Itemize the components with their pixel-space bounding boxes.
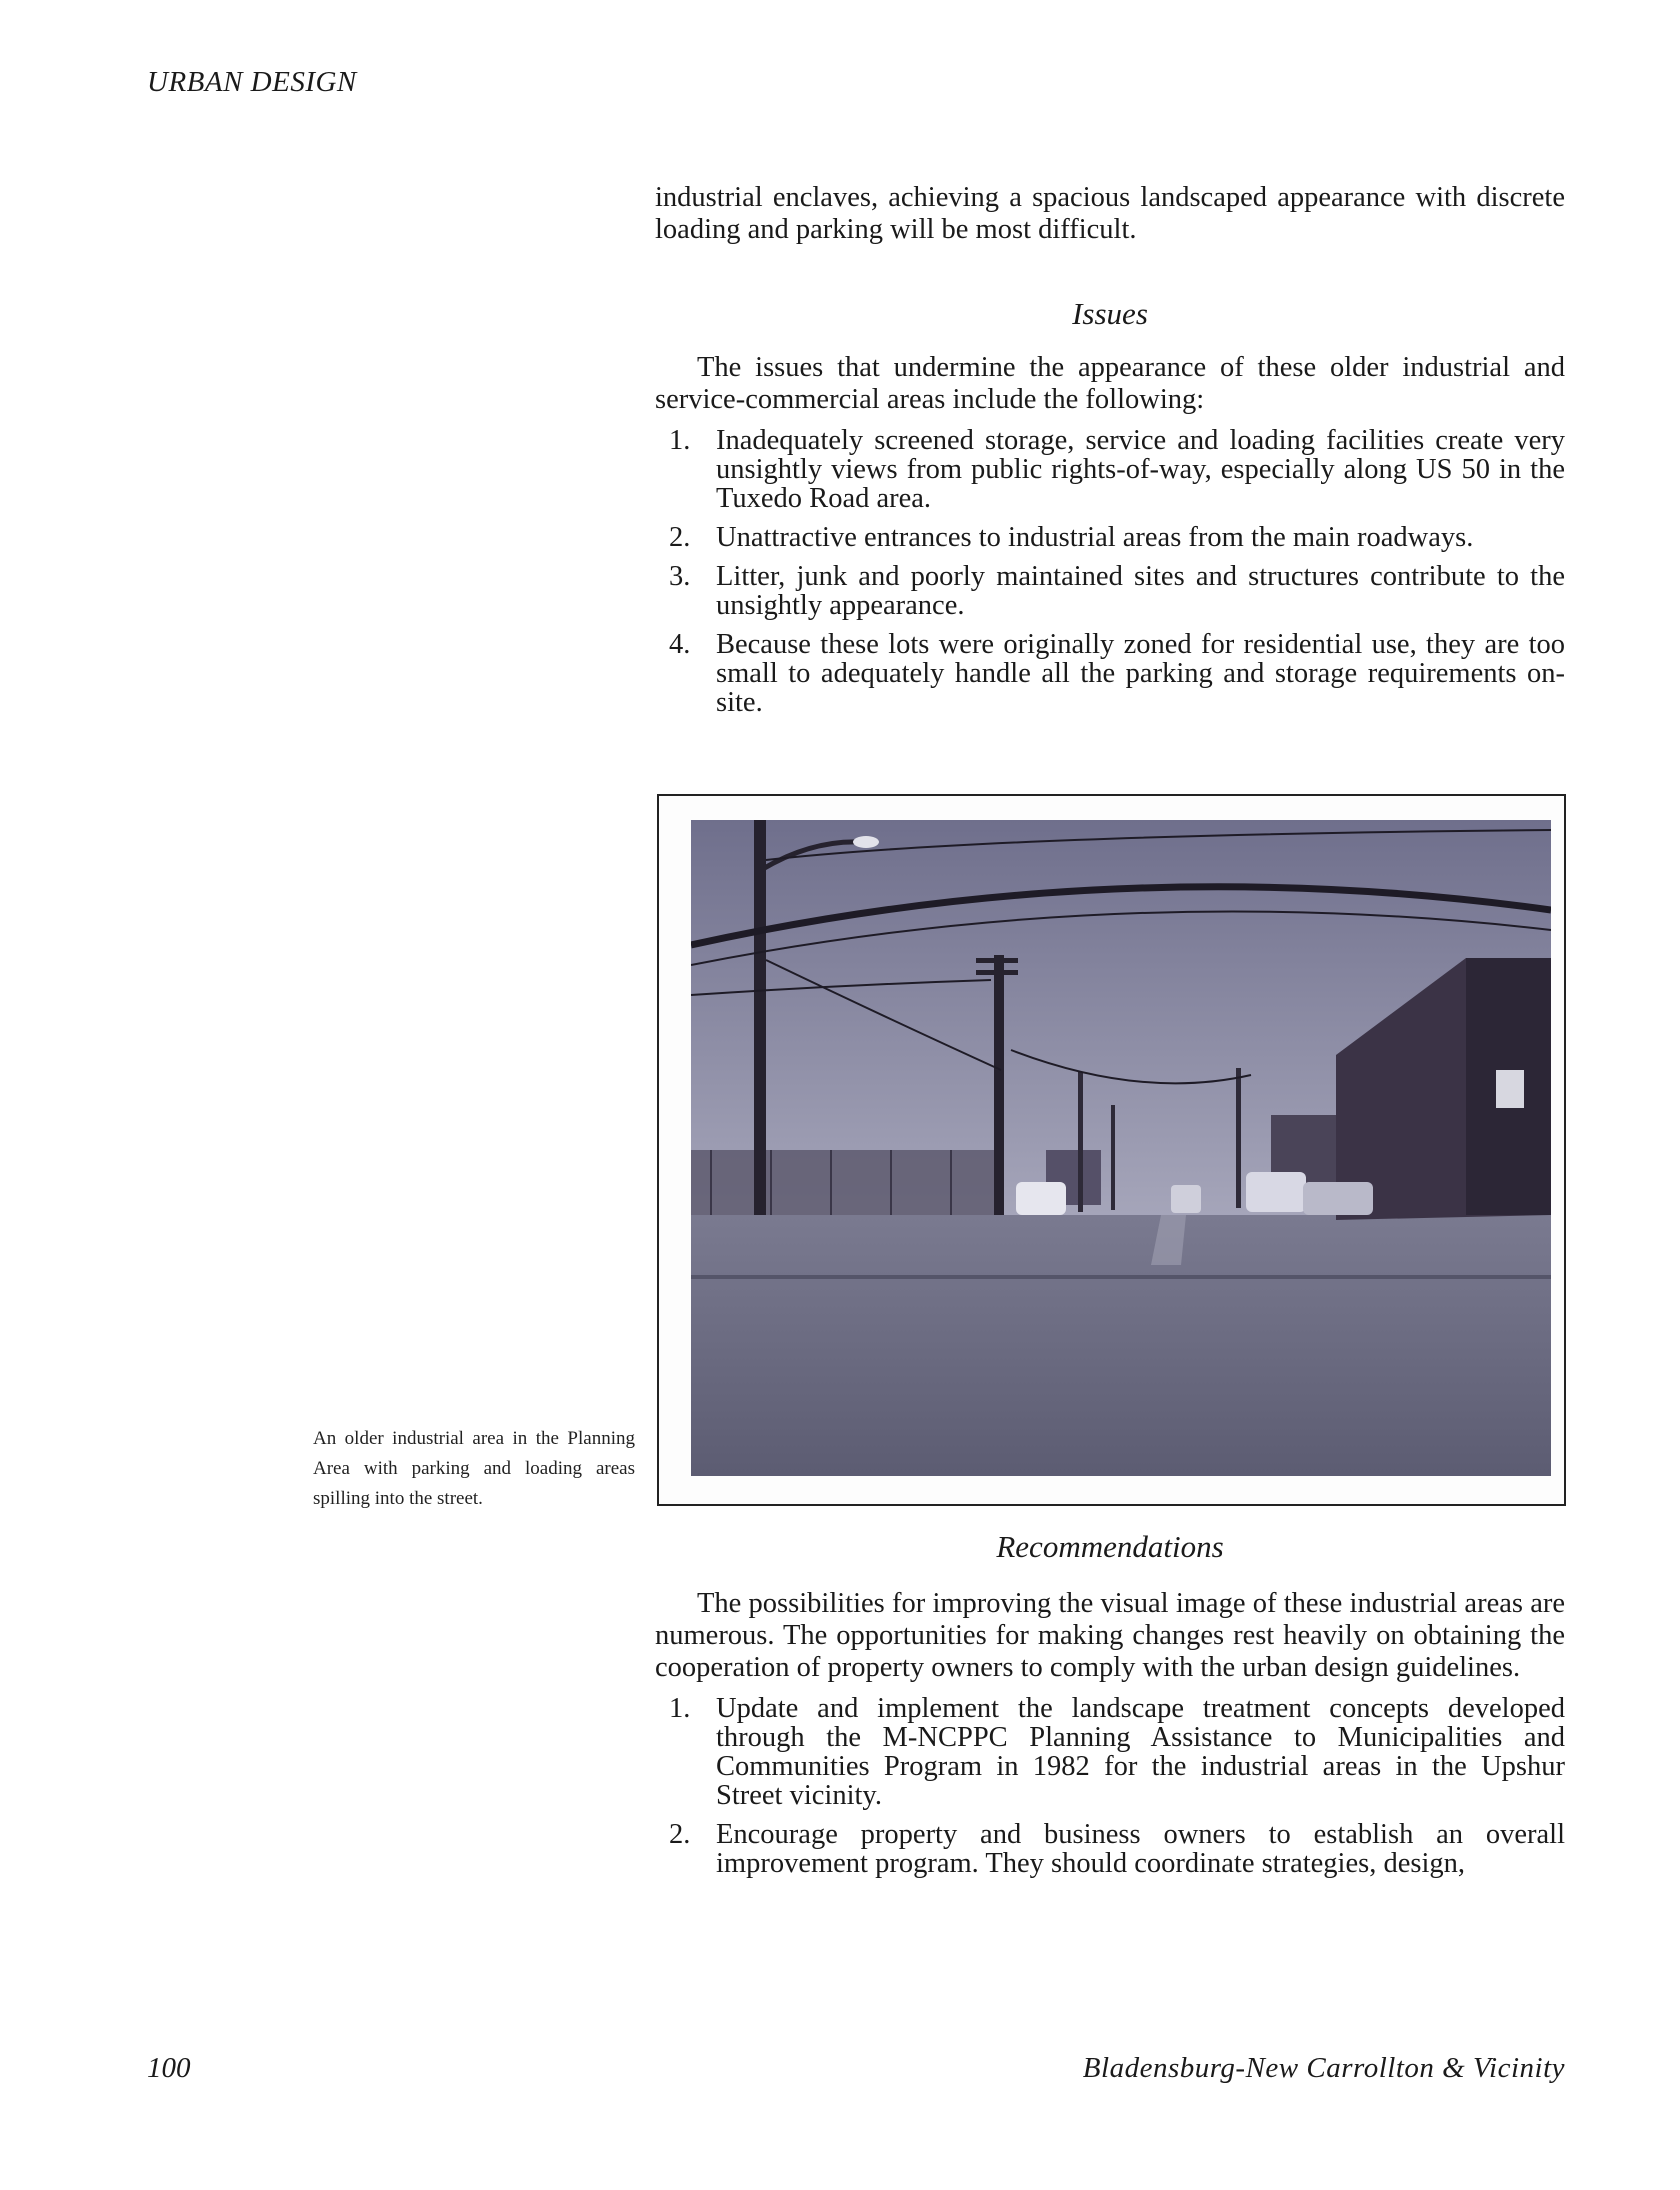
figure-frame: [657, 794, 1566, 1506]
issues-list: [655, 426, 1565, 717]
figure-caption: An older industrial area in the Planning Area with parking and loading areas spilling into the street.: [313, 1428, 635, 1509]
list-item: [655, 1820, 1565, 1878]
list-item: [655, 562, 1565, 620]
list-item: [655, 630, 1565, 717]
list-number: 3.: [669, 561, 691, 592]
footer-title: Bladensburg-New Carrollton & Vicinity: [1082, 2052, 1565, 2084]
recommendations-intro: The possibilities for improving the visual image of these industrial areas are numerous. The opportunities for making changes rest heavily on obtaining the cooperation of property owners to comply with the urban design guidelines.: [655, 1588, 1565, 1683]
recommendations-list: [655, 1694, 1565, 1878]
issues-intro: The issues that undermine the appearance of these older industrial and service-commercial areas include the following:: [655, 352, 1565, 415]
street-photo: [691, 820, 1551, 1476]
list-text: Inadequately screened storage, service and loading facilities create very unsightly views from public rights-of-way, especially along US 50 in the Tuxedo Road area.: [716, 425, 1565, 514]
list-text: Unattractive entrances to industrial areas from the main roadways.: [716, 522, 1474, 553]
list-number: 1.: [669, 425, 691, 456]
issues-heading: Issues: [1072, 296, 1148, 331]
list-number: 1.: [669, 1693, 691, 1724]
issues-section: [655, 352, 1565, 717]
intro-paragraph: industrial enclaves, achieving a spacious landscaped appearance with discrete loading and parking will be most difficult.: [655, 182, 1565, 245]
list-number: 2.: [669, 1819, 691, 1850]
list-number: 4.: [669, 629, 691, 660]
page-number: 100: [147, 2052, 191, 2084]
list-text: Because these lots were originally zoned for residential use, they are too small to adequately handle all the parking and storage requirements on-site.: [716, 629, 1565, 718]
list-item: [655, 426, 1565, 513]
list-text: Encourage property and business owners to establish an overall improvement program. They should coordinate strategies, design,: [716, 1819, 1565, 1879]
list-item: [655, 1694, 1565, 1810]
list-number: 2.: [669, 522, 691, 553]
recommendations-heading: Recommendations: [996, 1529, 1224, 1564]
list-text: Litter, junk and poorly maintained sites and structures contribute to the unsightly appearance.: [716, 561, 1565, 621]
recommendations-section: [655, 1588, 1565, 1878]
running-head: URBAN DESIGN: [147, 66, 357, 98]
list-item: [655, 523, 1565, 552]
list-text: Update and implement the landscape treatment concepts developed through the M-NCPPC Planning Assistance to Municipalities and Communities Program in 1982 for the industrial areas in the Upshur Street vicinity.: [716, 1693, 1565, 1811]
